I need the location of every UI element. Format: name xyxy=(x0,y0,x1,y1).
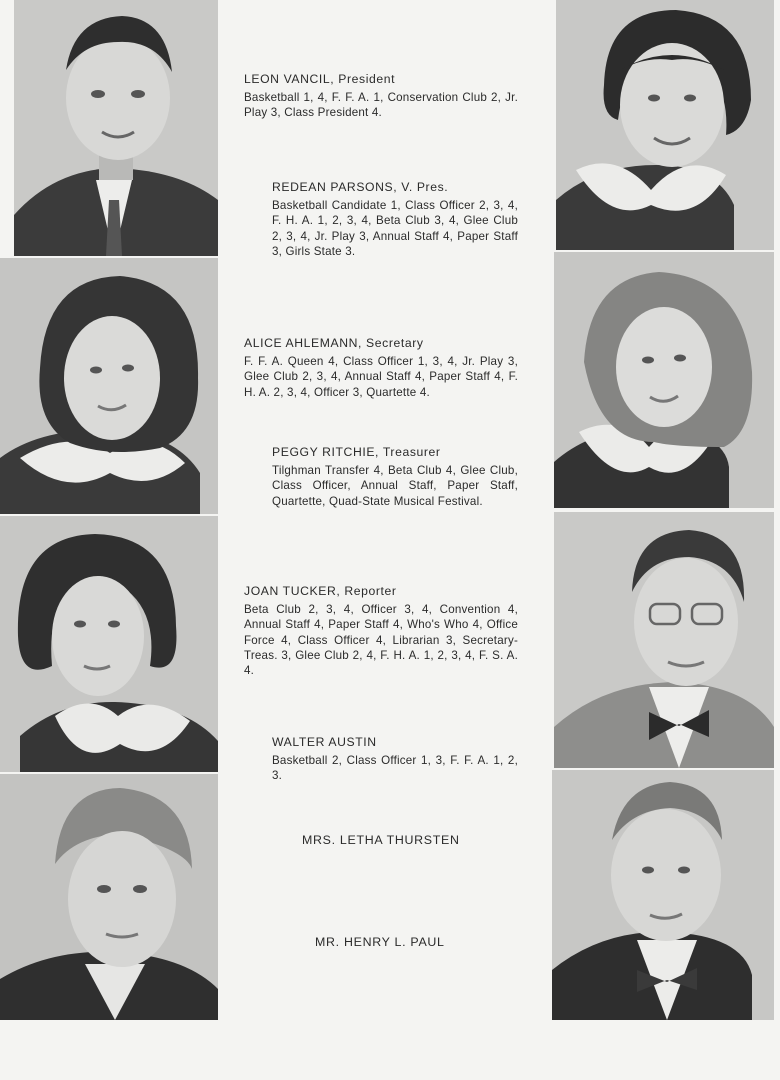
entry-activities: Basketball 1, 4, F. F. A. 1, Conservation Club 2, Jr. Play 3, Class President 4. xyxy=(244,91,518,120)
entry-name-henry-l-paul: MR. HENRY L. PAUL xyxy=(315,935,445,949)
entry-redean-parsons xyxy=(272,180,518,259)
entry-name: PEGGY RITCHIE, Treasurer xyxy=(272,445,441,459)
portrait-joan-tucker xyxy=(0,516,218,772)
entry-activities: Basketball Candidate 1, Class Officer 2, 3, 4, F. H. A. 1, 2, 3, 4, Beta Club 3, 4, Glee Club 2, 3, 4, Jr. Play 3, Annual Staff 4, Paper Staff 3, Girls State 3. xyxy=(272,199,518,258)
entry-activities: Basketball 2, Class Officer 1, 3, F. F. A. 1, 2, 3. xyxy=(272,754,518,783)
portrait-henry-l-paul xyxy=(552,770,774,1020)
entry-name: JOAN TUCKER, Reporter xyxy=(244,584,397,598)
entry-name-letha-thursten: MRS. LETHA THURSTEN xyxy=(302,833,460,847)
portrait-redean-parsons xyxy=(556,0,774,250)
portrait-leon-vancil xyxy=(14,0,218,256)
entry-activities: F. F. A. Queen 4, Class Officer 1, 3, 4, Jr. Play 3, Glee Club 2, 3, 4, Annual Staff 4, Paper Staff 4, F. H. A. 2, 3, 4, Officer 3, Quartette 4. xyxy=(244,355,518,399)
portrait-peggy-ritchie xyxy=(554,252,774,508)
entry-leon-vancil xyxy=(244,72,518,121)
entry-name: WALTER AUSTIN xyxy=(272,735,377,749)
portrait-alice-ahlemann xyxy=(0,258,218,514)
portrait-letha-thursten xyxy=(0,774,218,1020)
entry-peggy-ritchie xyxy=(272,445,518,509)
entry-joan-tucker xyxy=(244,584,518,678)
portrait-walter-austin xyxy=(554,512,774,768)
entry-walter-austin xyxy=(272,735,518,784)
entry-activities: Tilghman Transfer 4, Beta Club 4, Glee Club, Class Officer, Annual Staff, Paper Staff, Quartette, Quad-State Musical Festival. xyxy=(272,464,518,508)
entry-activities: Beta Club 2, 3, 4, Officer 3, 4, Convention 4, Annual Staff 4, Paper Staff 4, Who's Who 4, Office Force 4, Class Officer 4, Librarian 3, Secretary-Treas. 3, Glee Club 2, 4, F. H. A. 1, 2, 3, 4, F. S. A. 4. xyxy=(244,603,518,678)
entry-name: LEON VANCIL, President xyxy=(244,72,396,86)
entry-name: ALICE AHLEMANN, Secretary xyxy=(244,336,424,350)
entry-name: REDEAN PARSONS, V. Pres. xyxy=(272,180,449,194)
entry-alice-ahlemann xyxy=(244,336,518,400)
